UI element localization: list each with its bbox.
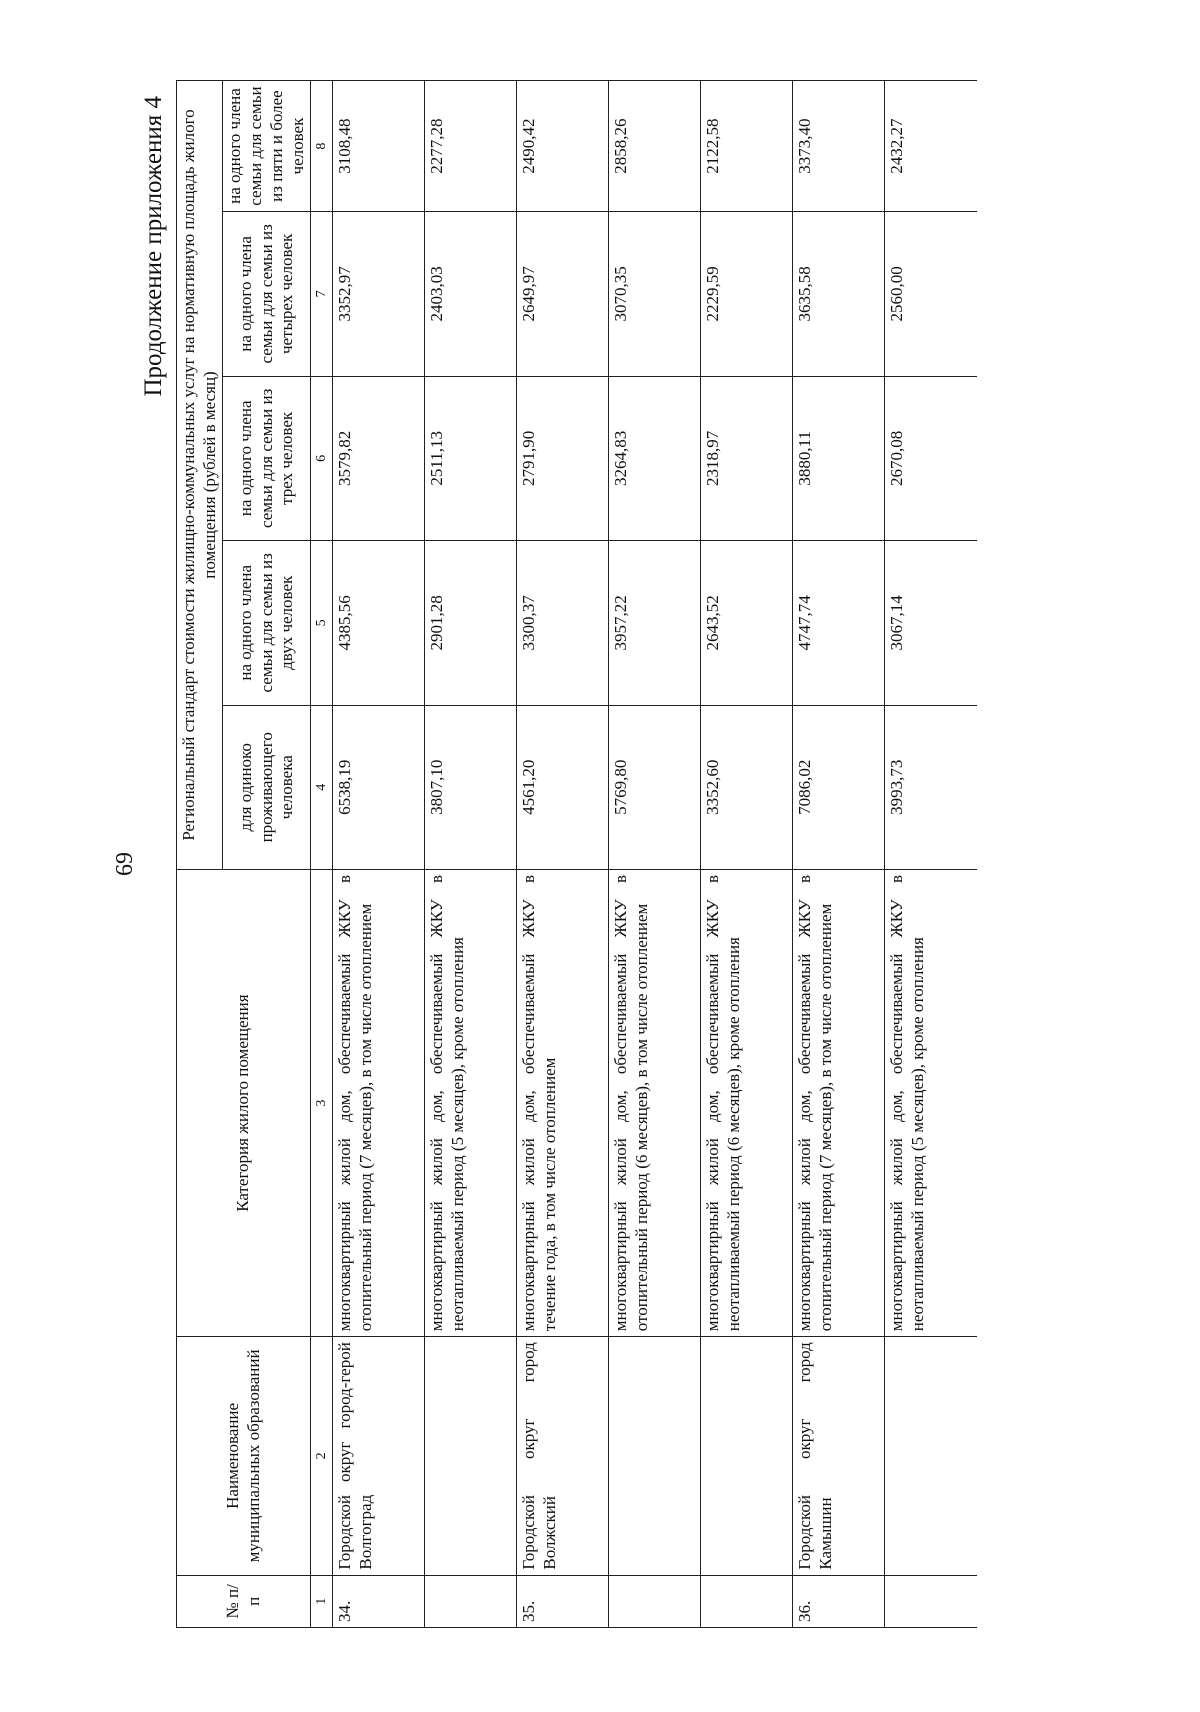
value-two: 4747,74 <box>793 541 885 705</box>
tariff-table <box>176 80 977 1628</box>
value-single: 5769,80 <box>609 705 701 869</box>
value-three: 2670,08 <box>885 376 977 540</box>
header-family-of-two: на одного члена семьи для семьи из двух человек <box>223 541 311 705</box>
row-number <box>609 1575 701 1627</box>
header-regional-standard: Региональный стандарт стоимости жилищно-коммунальных услуг на нормативную площадь жилого помещения (рублей в месяц) <box>177 81 223 870</box>
value-two: 3300,37 <box>517 541 609 705</box>
value-three: 3579,82 <box>333 376 425 540</box>
row-number <box>425 1575 517 1627</box>
row-number <box>885 1575 977 1627</box>
column-number: 5 <box>311 541 333 705</box>
value-five-plus: 2858,26 <box>609 81 701 212</box>
header-municipality: Наименование муниципальных образований <box>177 1337 311 1575</box>
value-two: 3067,14 <box>885 541 977 705</box>
value-single: 3352,60 <box>701 705 793 869</box>
municipality-name: Городской округ город Камышин <box>793 1337 885 1575</box>
table-row <box>701 81 793 1628</box>
housing-category: многоквартирный жилой дом, обеспечиваемый ЖКУ в неотапливаемый период (5 месяцев), кроме отопления <box>885 870 977 1337</box>
row-number <box>701 1575 793 1627</box>
row-number: 36. <box>793 1575 885 1627</box>
value-four: 3352,97 <box>333 212 425 376</box>
value-five-plus: 3373,40 <box>793 81 885 212</box>
table-row <box>609 81 701 1628</box>
table-row <box>517 81 609 1628</box>
header-family-of-five-plus: на одного члена семьи для семьи из пяти и более человек <box>223 81 311 212</box>
value-single: 7086,02 <box>793 705 885 869</box>
column-number: 6 <box>311 376 333 540</box>
value-two: 2643,52 <box>701 541 793 705</box>
value-three: 2511,13 <box>425 376 517 540</box>
column-number: 7 <box>311 212 333 376</box>
municipality-name <box>885 1337 977 1575</box>
row-number: 35. <box>517 1575 609 1627</box>
value-five-plus: 2490,42 <box>517 81 609 212</box>
value-three: 2791,90 <box>517 376 609 540</box>
value-single: 3993,73 <box>885 705 977 869</box>
municipality-name <box>425 1337 517 1575</box>
value-four: 2403,03 <box>425 212 517 376</box>
housing-category: многоквартирный жилой дом, обеспечиваемый ЖКУ в неотапливаемый период (6 месяцев), кроме отопления <box>701 870 793 1337</box>
continuation-title: Продолжение приложения 4 <box>140 96 167 397</box>
header-family-of-three: на одного члена семьи для семьи из трех человек <box>223 376 311 540</box>
value-four: 2560,00 <box>885 212 977 376</box>
value-single: 3807,10 <box>425 705 517 869</box>
column-number: 8 <box>311 81 333 212</box>
value-four: 2649,97 <box>517 212 609 376</box>
header-category: Категория жилого помещения <box>177 870 311 1337</box>
page-number: 69 <box>112 852 138 876</box>
value-two: 3957,22 <box>609 541 701 705</box>
value-single: 4561,20 <box>517 705 609 869</box>
municipality-name <box>701 1337 793 1575</box>
row-number: 34. <box>333 1575 425 1627</box>
value-three: 3264,83 <box>609 376 701 540</box>
housing-category: многоквартирный жилой дом, обеспечиваемый ЖКУ в отопительный период (7 месяцев), в том числе отоплением <box>793 870 885 1337</box>
value-five-plus: 2122,58 <box>701 81 793 212</box>
column-number: 2 <box>311 1337 333 1575</box>
column-number-row <box>311 81 333 1628</box>
municipality-name <box>609 1337 701 1575</box>
header-no: № п/п <box>177 1575 311 1627</box>
value-four: 3070,35 <box>609 212 701 376</box>
value-five-plus: 2432,27 <box>885 81 977 212</box>
housing-category: многоквартирный жилой дом, обеспечиваемый ЖКУ в отопительный период (7 месяцев), в том числе отоплением <box>333 870 425 1337</box>
value-four: 2229,59 <box>701 212 793 376</box>
value-five-plus: 2277,28 <box>425 81 517 212</box>
municipality-name: Городской округ город-герой Волгоград <box>333 1337 425 1575</box>
housing-category: многоквартирный жилой дом, обеспечиваемый ЖКУ в течение года, в том числе отоплением <box>517 870 609 1337</box>
municipality-name: Городской округ город Волжский <box>517 1337 609 1575</box>
value-two: 4385,56 <box>333 541 425 705</box>
column-number: 3 <box>311 870 333 1337</box>
value-four: 3635,58 <box>793 212 885 376</box>
housing-category: многоквартирный жилой дом, обеспечиваемый ЖКУ в отопительный период (6 месяцев), в том числе отоплением <box>609 870 701 1337</box>
value-three: 2318,97 <box>701 376 793 540</box>
header-family-of-four: на одного члена семьи для семьи из четырех человек <box>223 212 311 376</box>
table-row <box>793 81 885 1628</box>
header-single-person: для одиноко проживающего человека <box>223 705 311 869</box>
table-row <box>885 81 977 1628</box>
table-row <box>333 81 425 1628</box>
housing-category: многоквартирный жилой дом, обеспечиваемый ЖКУ в неотапливаемый период (5 месяцев), кроме отопления <box>425 870 517 1337</box>
value-five-plus: 3108,48 <box>333 81 425 212</box>
value-two: 2901,28 <box>425 541 517 705</box>
value-single: 6538,19 <box>333 705 425 869</box>
column-number: 4 <box>311 705 333 869</box>
column-number: 1 <box>311 1575 333 1627</box>
table-row <box>425 81 517 1628</box>
value-three: 3880,11 <box>793 376 885 540</box>
